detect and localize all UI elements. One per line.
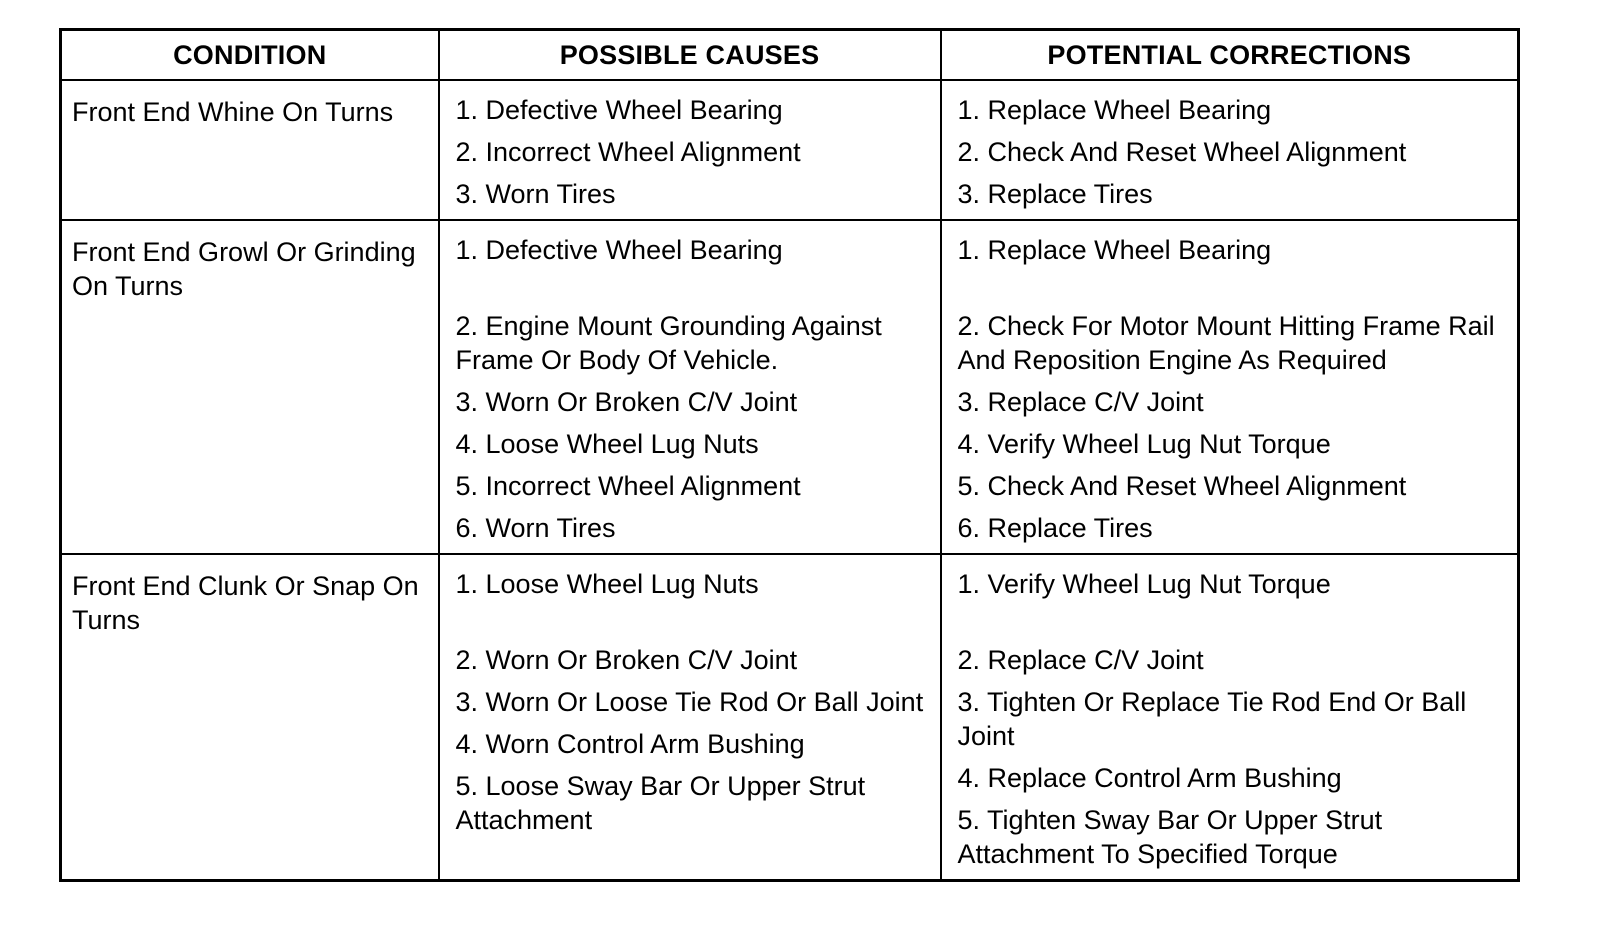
correction-item: 2. Check And Reset Wheel Alignment	[957, 137, 1407, 167]
correction-item: 3. Tighten Or Replace Tie Rod End Or Ball Joint	[957, 687, 1467, 751]
cause-item: 5. Loose Sway Bar Or Upper Strut Attachment	[455, 771, 866, 835]
correction-item: 5. Check And Reset Wheel Alignment	[957, 471, 1407, 501]
cause-item: 3. Worn Tires	[455, 179, 616, 209]
cause-item: 3. Worn Or Broken C/V Joint	[455, 387, 798, 417]
cause-item: 2. Engine Mount Grounding Against Frame Or Body Of Vehicle.	[455, 311, 882, 375]
cause-item: 5. Incorrect Wheel Alignment	[455, 471, 801, 501]
diagnosis-table	[59, 28, 1520, 882]
corrections-cell	[941, 220, 1519, 554]
cause-item: 4. Worn Control Arm Bushing	[455, 729, 805, 759]
cause-item: 2. Worn Or Broken C/V Joint	[455, 645, 798, 675]
cause-item: 2. Incorrect Wheel Alignment	[455, 137, 801, 167]
cause-item: 6. Worn Tires	[455, 513, 616, 543]
cause-item: 4. Loose Wheel Lug Nuts	[455, 429, 759, 459]
table-row	[61, 554, 1519, 881]
header-condition: CONDITION	[61, 30, 439, 81]
table-row	[61, 220, 1519, 554]
causes-cell	[439, 220, 941, 554]
correction-item: 1. Verify Wheel Lug Nut Torque	[957, 569, 1331, 599]
condition-cell: Front End Clunk Or Snap On Turns	[61, 554, 439, 881]
cause-item: 1. Defective Wheel Bearing	[455, 95, 783, 125]
condition-cell: Front End Growl Or Grinding On Turns	[61, 220, 439, 554]
correction-item: 3. Replace Tires	[957, 179, 1153, 209]
corrections-cell	[941, 80, 1519, 220]
table-row	[61, 80, 1519, 220]
header-row	[61, 30, 1519, 81]
cause-item: 1. Defective Wheel Bearing	[455, 235, 783, 265]
cause-item: 1. Loose Wheel Lug Nuts	[455, 569, 759, 599]
condition-cell: Front End Whine On Turns	[61, 80, 439, 220]
correction-item: 4. Verify Wheel Lug Nut Torque	[957, 429, 1331, 459]
causes-cell	[439, 80, 941, 220]
cause-item: 3. Worn Or Loose Tie Rod Or Ball Joint	[455, 687, 924, 717]
correction-item: 6. Replace Tires	[957, 513, 1153, 543]
correction-item: 2. Replace C/V Joint	[957, 645, 1204, 675]
correction-item: 5. Tighten Sway Bar Or Upper Strut Attachment To Specified Torque	[957, 805, 1383, 869]
correction-item: 2. Check For Motor Mount Hitting Frame Rail And Reposition Engine As Required	[957, 311, 1495, 375]
header-potential-corrections: POTENTIAL CORRECTIONS	[941, 30, 1519, 81]
header-possible-causes: POSSIBLE CAUSES	[439, 30, 941, 81]
correction-item: 3. Replace C/V Joint	[957, 387, 1204, 417]
correction-item: 4. Replace Control Arm Bushing	[957, 763, 1342, 793]
causes-cell	[439, 554, 941, 881]
correction-item: 1. Replace Wheel Bearing	[957, 95, 1272, 125]
correction-item: 1. Replace Wheel Bearing	[957, 235, 1272, 265]
corrections-cell	[941, 554, 1519, 881]
